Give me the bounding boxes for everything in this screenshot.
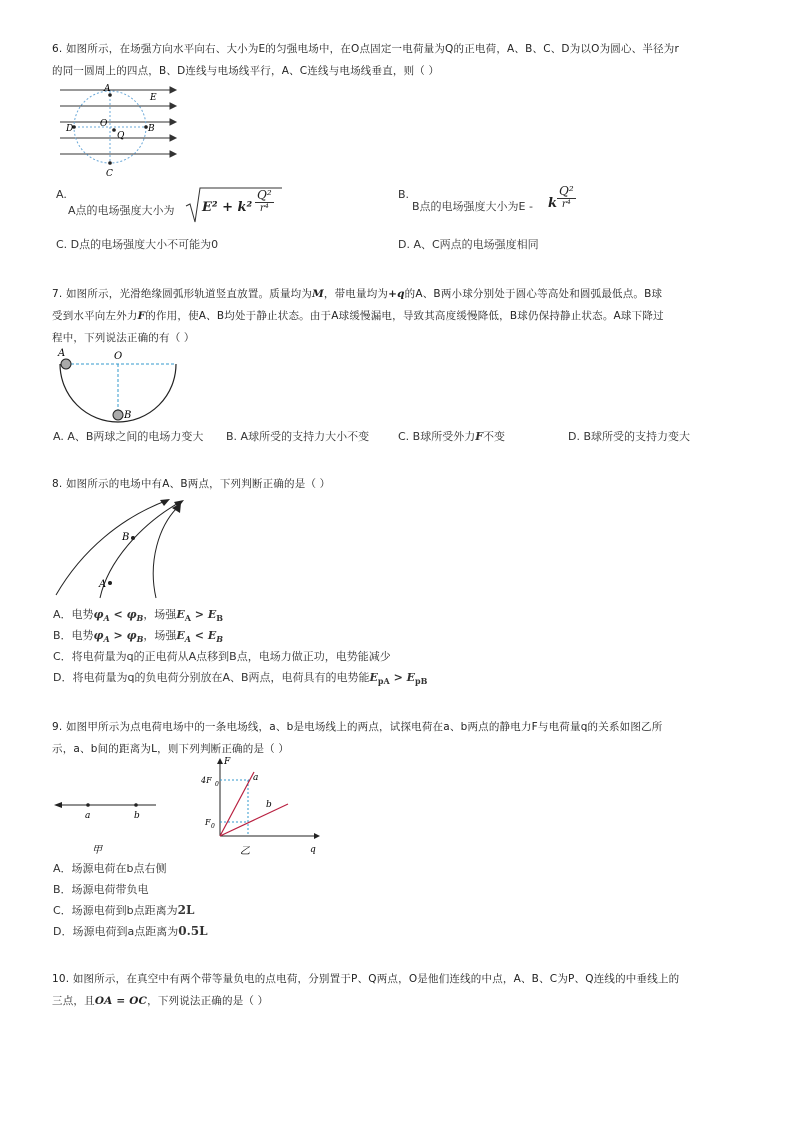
q9-option-d-text: D．场源电荷到a点距离为 <box>53 925 179 938</box>
q8-option-b-subscript: B <box>136 634 144 645</box>
q9-fig-jia-label-a: a <box>85 811 91 821</box>
q9-fig-yi-label-a: a <box>253 773 259 783</box>
q8-option-d-relation: > <box>389 671 407 684</box>
q7-stem-text: 受到水平向左外力 <box>52 310 138 322</box>
q7-stem-text: 的A、B两小球分别处于圆心等高处和圆弧最低点。B球 <box>404 288 663 300</box>
q7-stem-line3: 程中，下列说法正确的有（ ） <box>52 332 195 344</box>
q8-option-a-text: ，场强 <box>143 608 177 621</box>
q6-option-b-denominator: r⁴ <box>561 199 571 210</box>
q6-option-b-k: k <box>548 196 558 211</box>
q9-option-d-value: 0.5L <box>178 924 208 938</box>
q9-figure-jia <box>52 795 162 855</box>
q7-option-c-text: C. B球所受外力 <box>398 430 476 443</box>
q9-option-c-value: 2L <box>177 903 195 917</box>
q8-fig-label-a: A <box>99 579 107 590</box>
q8-option-b-symbol: φ <box>93 629 104 642</box>
q7-stem-line1 <box>52 283 662 305</box>
q7-option-c-force: F <box>475 430 484 443</box>
q9-stem-line1: 9. 如图甲所示为点电荷电场中的一条电场线，a、b是电场线上的两点，试探电荷在a、b两点的静电力F与电荷量q的关系如图乙所 <box>52 721 663 733</box>
q6-fig-label-d: D <box>66 124 74 134</box>
q8-option-b-symbol: E <box>207 629 217 642</box>
q7-figure <box>56 348 182 424</box>
q9-stem-line2: 示，a、b间的距离为L，则下列判断正确的是（ ） <box>52 743 290 755</box>
q7-option-d: D. B球所受的支持力变大 <box>568 430 691 443</box>
q8-option-a-subscript: A <box>103 613 110 624</box>
q8-option-d-text: D．将电荷量为q的负电荷分别放在A、B两点，电荷具有的电势能 <box>53 671 370 684</box>
q7-fig-label-a: A <box>58 348 66 359</box>
q8-option-b <box>53 627 223 644</box>
q9-fig-yi-tick-f0: F <box>205 818 211 827</box>
q8-option-b-text: B．电势 <box>53 629 94 642</box>
q9-option-d <box>53 923 208 939</box>
q8-option-c: C．将电荷量为q的正电荷从A点移到B点，电场力做正功，电势能减少 <box>53 650 391 663</box>
q7-fig-label-o: O <box>114 351 123 362</box>
q6-fig-label-e: E <box>150 93 157 103</box>
q6-fig-label-a: A <box>104 84 111 94</box>
q8-option-b-relation: > <box>109 629 127 642</box>
q6-option-a-text: A点的电场强度大小为 <box>68 204 175 217</box>
q10-stem-text: 三点，且 <box>52 995 95 1007</box>
q8-option-a-symbol: E <box>207 608 217 621</box>
q7-stem-text: 7. 如图所示，光滑绝缘圆弧形轨道竖直放置。质量均为 <box>52 288 313 300</box>
q6-fig-label-o: O <box>100 119 108 129</box>
q8-option-a-symbol: φ <box>126 608 137 621</box>
q7-mass-symbol: M <box>312 288 324 300</box>
q9-fig-yi-axis-q: q <box>310 845 316 855</box>
q6-option-c: C. D点的电场强度大小不可能为0 <box>56 238 219 251</box>
q9-option-c <box>53 902 194 918</box>
q9-fig-jia-label-b: b <box>134 811 140 821</box>
q7-stem-text: ，带电量均为 <box>323 288 389 300</box>
q8-option-b-subscript: B <box>216 634 223 645</box>
q8-option-b-subscript: A <box>184 634 191 645</box>
q9-option-c-text: C．场源电荷到b点距离为 <box>53 904 178 917</box>
q6-option-a-expr: E² + k² <box>202 200 253 215</box>
q8-figure <box>52 495 192 600</box>
q6-fig-label-q: Q <box>117 131 125 141</box>
q6-fig-label-c: C <box>106 169 113 179</box>
q6-option-b-numerator: Q² <box>559 184 574 198</box>
q10-stem-text: ，下列说法正确的是（ ） <box>147 995 269 1007</box>
q8-stem: 8. 如图所示的电场中有A、B两点，下列判断正确的是（ ） <box>52 478 331 490</box>
q8-option-a-relation: > <box>190 608 208 621</box>
q8-option-d-subscript: pA <box>377 676 390 687</box>
q8-option-a-text: A．电势 <box>53 608 94 621</box>
q6-option-a-numerator: Q² <box>257 188 272 202</box>
q8-option-b-text: ，场强 <box>143 629 177 642</box>
q6-figure <box>58 82 178 182</box>
q8-option-d-symbol: E <box>406 671 416 684</box>
q8-fig-label-b: B <box>122 532 130 543</box>
q10-stem-line2 <box>52 990 268 1012</box>
q7-stem-line2 <box>52 305 664 327</box>
q8-option-a-subscript: B <box>216 613 223 624</box>
q8-option-b-relation: < <box>190 629 208 642</box>
q7-option-c-text: 不变 <box>483 430 506 443</box>
q9-fig-yi-tick-f0-sub: 0 <box>211 823 215 830</box>
q6-stem-line2: 的同一圆周上的四点，B、D连线与电场线平行，A、C连线与电场线垂直，则（ ） <box>52 65 440 77</box>
q6-option-a-denominator: r⁴ <box>259 203 269 214</box>
q6-option-b-fraction <box>557 185 576 211</box>
q8-option-a <box>53 606 223 623</box>
q8-option-d <box>53 669 427 686</box>
q8-option-b-subscript: A <box>103 634 110 645</box>
q9-fig-yi-label-b: b <box>266 800 272 810</box>
q9-option-a: A．场源电荷在b点右侧 <box>53 862 167 875</box>
q7-force-symbol: F <box>137 310 146 322</box>
q8-option-a-symbol: φ <box>93 608 104 621</box>
q9-fig-jia-caption: 甲 <box>92 845 102 856</box>
q7-stem-text: 的作用，使A、B均处于静止状态。由于A球缓慢漏电，导致其高度缓慢降低，B球仍保持静止状态。A球下降过 <box>145 310 664 322</box>
q9-fig-yi-tick-4f0-sub: 0 <box>215 781 219 788</box>
q8-option-d-subscript: pB <box>415 676 428 687</box>
q7-option-c <box>398 428 505 444</box>
q8-option-b-symbol: E <box>176 629 185 642</box>
q7-fig-label-b: B <box>124 410 132 421</box>
q6-fig-label-b: B <box>148 124 155 134</box>
q8-option-d-symbol: E <box>369 671 378 684</box>
q7-option-b: B. A球所受的支持力大小不变 <box>226 430 370 443</box>
q9-option-b: B．场源电荷带负电 <box>53 883 149 896</box>
q9-fig-yi-tick-4f0: 4F <box>201 776 212 785</box>
q9-fig-yi-axis-f: F <box>224 757 231 767</box>
q8-option-a-relation: < <box>109 608 127 621</box>
q7-option-a: A. A、B两球之间的电场力变大 <box>53 430 204 443</box>
q10-stem-equation: OA = OC <box>94 995 148 1007</box>
q8-option-a-subscript: B <box>136 613 144 624</box>
q6-option-d: D. A、C两点的电场强度相同 <box>398 238 539 251</box>
q8-option-a-subscript: A <box>184 613 191 624</box>
q6-option-b-label: B. <box>398 188 410 201</box>
q6-option-b-text: B点的电场强度大小为E - <box>412 200 533 213</box>
q9-fig-yi-caption: 乙 <box>240 846 250 857</box>
q10-stem-line1: 10. 如图所示，在真空中有两个带等量负电的点电荷，分别置于P、Q两点，O是他们连线的中点，A、B、C为P、Q连线的中垂线上的 <box>52 973 680 985</box>
q9-figure-yi <box>200 756 326 860</box>
q6-option-a-fraction <box>255 189 274 215</box>
q6-option-a-label: A. <box>56 188 67 201</box>
q7-charge-symbol: +q <box>388 288 405 300</box>
q6-stem-line1: 6. 如图所示，在场强方向水平向右、大小为E的匀强电场中，在O点固定一电荷量为Q的正电荷，A、B、C、D为以O为圆心、半径为r <box>52 43 680 55</box>
q8-option-a-symbol: E <box>176 608 185 621</box>
q8-option-b-symbol: φ <box>126 629 137 642</box>
